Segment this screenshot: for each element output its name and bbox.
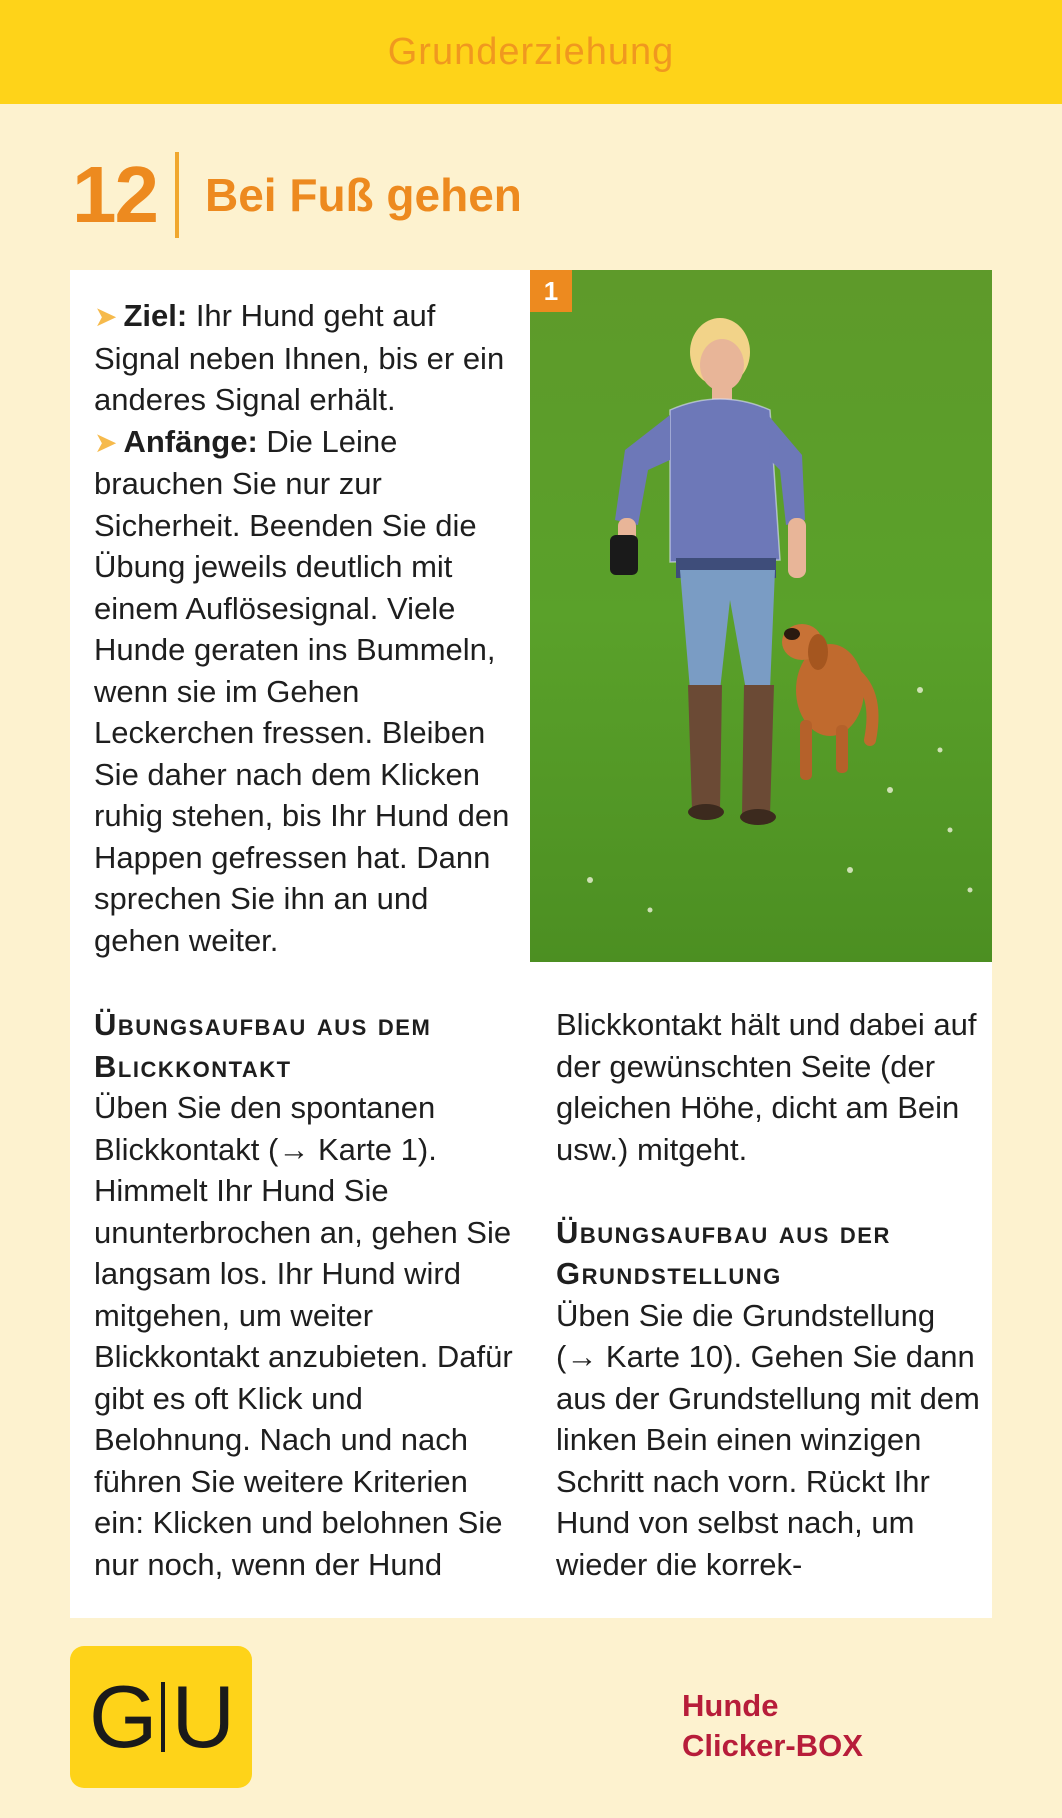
gu-logo [70, 1646, 252, 1788]
beginnings-paragraph [94, 421, 514, 962]
eye-contact-heading: Übungsaufbau aus dem Blickkontakt [94, 1007, 432, 1084]
left-column [94, 1004, 524, 1585]
gu-logo-separator [161, 1682, 165, 1752]
eye-contact-text-continued: Blickkontakt hält und dabei auf der gewünschten Seite (der gleichen Höhe, dicht am Bein usw.) mitgeht. [556, 1007, 977, 1167]
eye-contact-text: Üben Sie den spontanen Blickkontakt (→ Karte 1). Himmelt Ihr Hund Sie ununterbrochen an, gehen Sie langsam los. Ihr Hund wird mitgehen, um weiter Blickkontakt anzubieten. Dafür gibt es oft Klick und Belohnung. Nach und nach führen Sie weitere Kriterien ein: Klicken und belohnen Sie nur noch, wenn der Hund [94, 1090, 513, 1582]
training-photo [530, 270, 992, 962]
gu-logo-u: U [171, 1667, 233, 1766]
beginnings-text: Die Leine brauchen Sie nur zur Sicherheit. Beenden Sie die Übung jeweils deutlich mit einem Auflösesignal. Viele Hunde geraten ins Bummeln, wenn sie im Gehen Leckerchen fressen. Bleiben Sie daher nach dem Klicken ruhig stehen, bis Ihr Hund den Happen gefressen hat. Dann sprechen Sie ihn an und gehen weiter. [94, 423, 510, 958]
intro-text [94, 295, 514, 961]
basic-position-heading: Übungsaufbau aus der Grundstellung [556, 1214, 891, 1291]
photo-number-badge: 1 [530, 270, 572, 312]
brand-line-2: Clicker-BOX [682, 1728, 863, 1763]
card-header [72, 150, 522, 240]
top-bar [0, 0, 1062, 104]
bullet-arrow-icon: ➤ [94, 426, 118, 458]
gu-logo-g: G [88, 1667, 156, 1766]
bullet-arrow-icon: ➤ [94, 301, 118, 332]
beginnings-label: Anfänge: [123, 423, 258, 459]
goal-text: Ihr Hund geht auf Signal neben Ihnen, bis er ein anderes Signal erhält. [94, 298, 505, 417]
photo-woman-walking-dog-icon [530, 270, 992, 962]
card-number: 12 [72, 150, 157, 239]
goal-paragraph [94, 295, 514, 421]
category-title: Grunderziehung [387, 31, 675, 73]
content-panel [70, 270, 992, 1618]
right-column [556, 1004, 980, 1585]
card-title: Bei Fuß gehen [204, 169, 522, 221]
brand-label [682, 1686, 863, 1766]
header-divider [175, 152, 179, 238]
goal-label: Ziel: [123, 298, 188, 333]
basic-position-text: Üben Sie die Grundstellung (→ Karte 10). Gehen Sie dann aus der Grundstellung mit dem linken Bein einen winzigen Schritt nach vorn. Rückt Ihr Hund von selbst nach, um wieder die korrek- [556, 1297, 980, 1582]
brand-line-1: Hunde [682, 1688, 779, 1723]
gu-logo-text [88, 1667, 233, 1766]
paragraph-spacer [556, 1170, 980, 1212]
